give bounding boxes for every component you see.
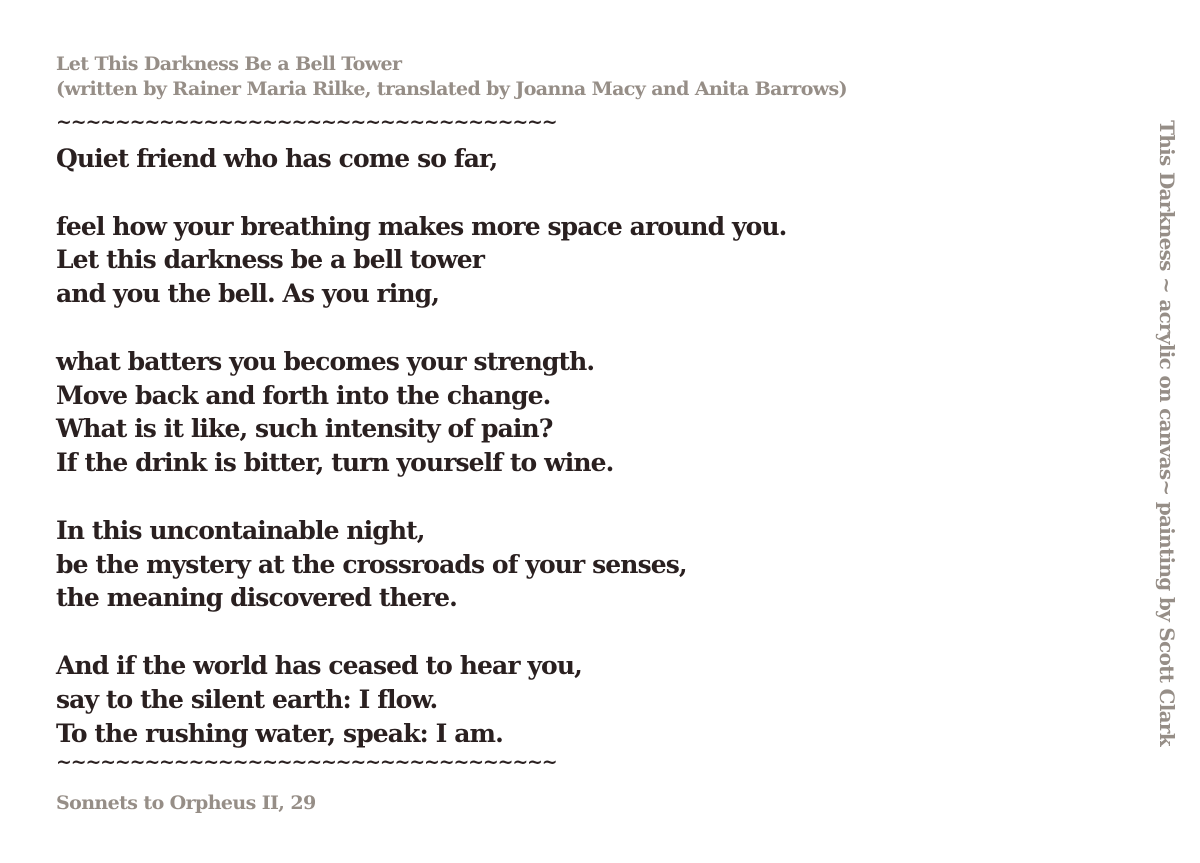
stanza-break bbox=[56, 176, 786, 210]
poem-title: Let This Darkness Be a Bell Tower bbox=[56, 53, 402, 75]
poem-line: In this uncontainable night, bbox=[56, 515, 425, 545]
poem-line: be the mystery at the crossroads of your senses, bbox=[56, 549, 687, 579]
poem-line: And if the world has ceased to hear you, bbox=[56, 650, 582, 680]
poem-body bbox=[56, 142, 786, 750]
poem-line: say to the silent earth: I flow. bbox=[56, 684, 438, 714]
poem-line: Let this darkness be a bell tower bbox=[56, 245, 485, 275]
side-caption: This Darkness ~ acrylic on canvas~ painting by Scott Clark bbox=[1155, 120, 1179, 746]
poem-line: what batters you becomes your strength. bbox=[56, 346, 595, 376]
poem-line: feel how your breathing makes more space around you. bbox=[56, 211, 787, 241]
poem-line: Quiet friend who has come so far, bbox=[56, 144, 498, 173]
poem-line: If the drink is bitter, turn yourself to wine. bbox=[56, 448, 614, 478]
poem-header bbox=[56, 52, 847, 102]
poem-line: What is it like, such intensity of pain? bbox=[56, 414, 553, 444]
bottom-divider: ~~~~~~~~~~~~~~~~~~~~~~~~~~~~~~~~~~ bbox=[56, 751, 557, 773]
poem-line: and you the bell. As you ring, bbox=[56, 279, 440, 309]
stanza-break bbox=[56, 615, 786, 649]
poem-line: Move back and forth into the change. bbox=[56, 380, 551, 410]
source-citation: Sonnets to Orpheus II, 29 bbox=[56, 792, 316, 814]
poem-credit: (written by Rainer Maria Rilke, translated by Joanna Macy and Anita Barrows) bbox=[56, 78, 848, 100]
stanza-break bbox=[56, 480, 786, 514]
top-divider: ~~~~~~~~~~~~~~~~~~~~~~~~~~~~~~~~~~ bbox=[56, 111, 557, 133]
poem-line: To the rushing water, speak: I am. bbox=[56, 718, 503, 748]
poem-line: the meaning discovered there. bbox=[56, 583, 457, 613]
stanza-break bbox=[56, 311, 786, 345]
